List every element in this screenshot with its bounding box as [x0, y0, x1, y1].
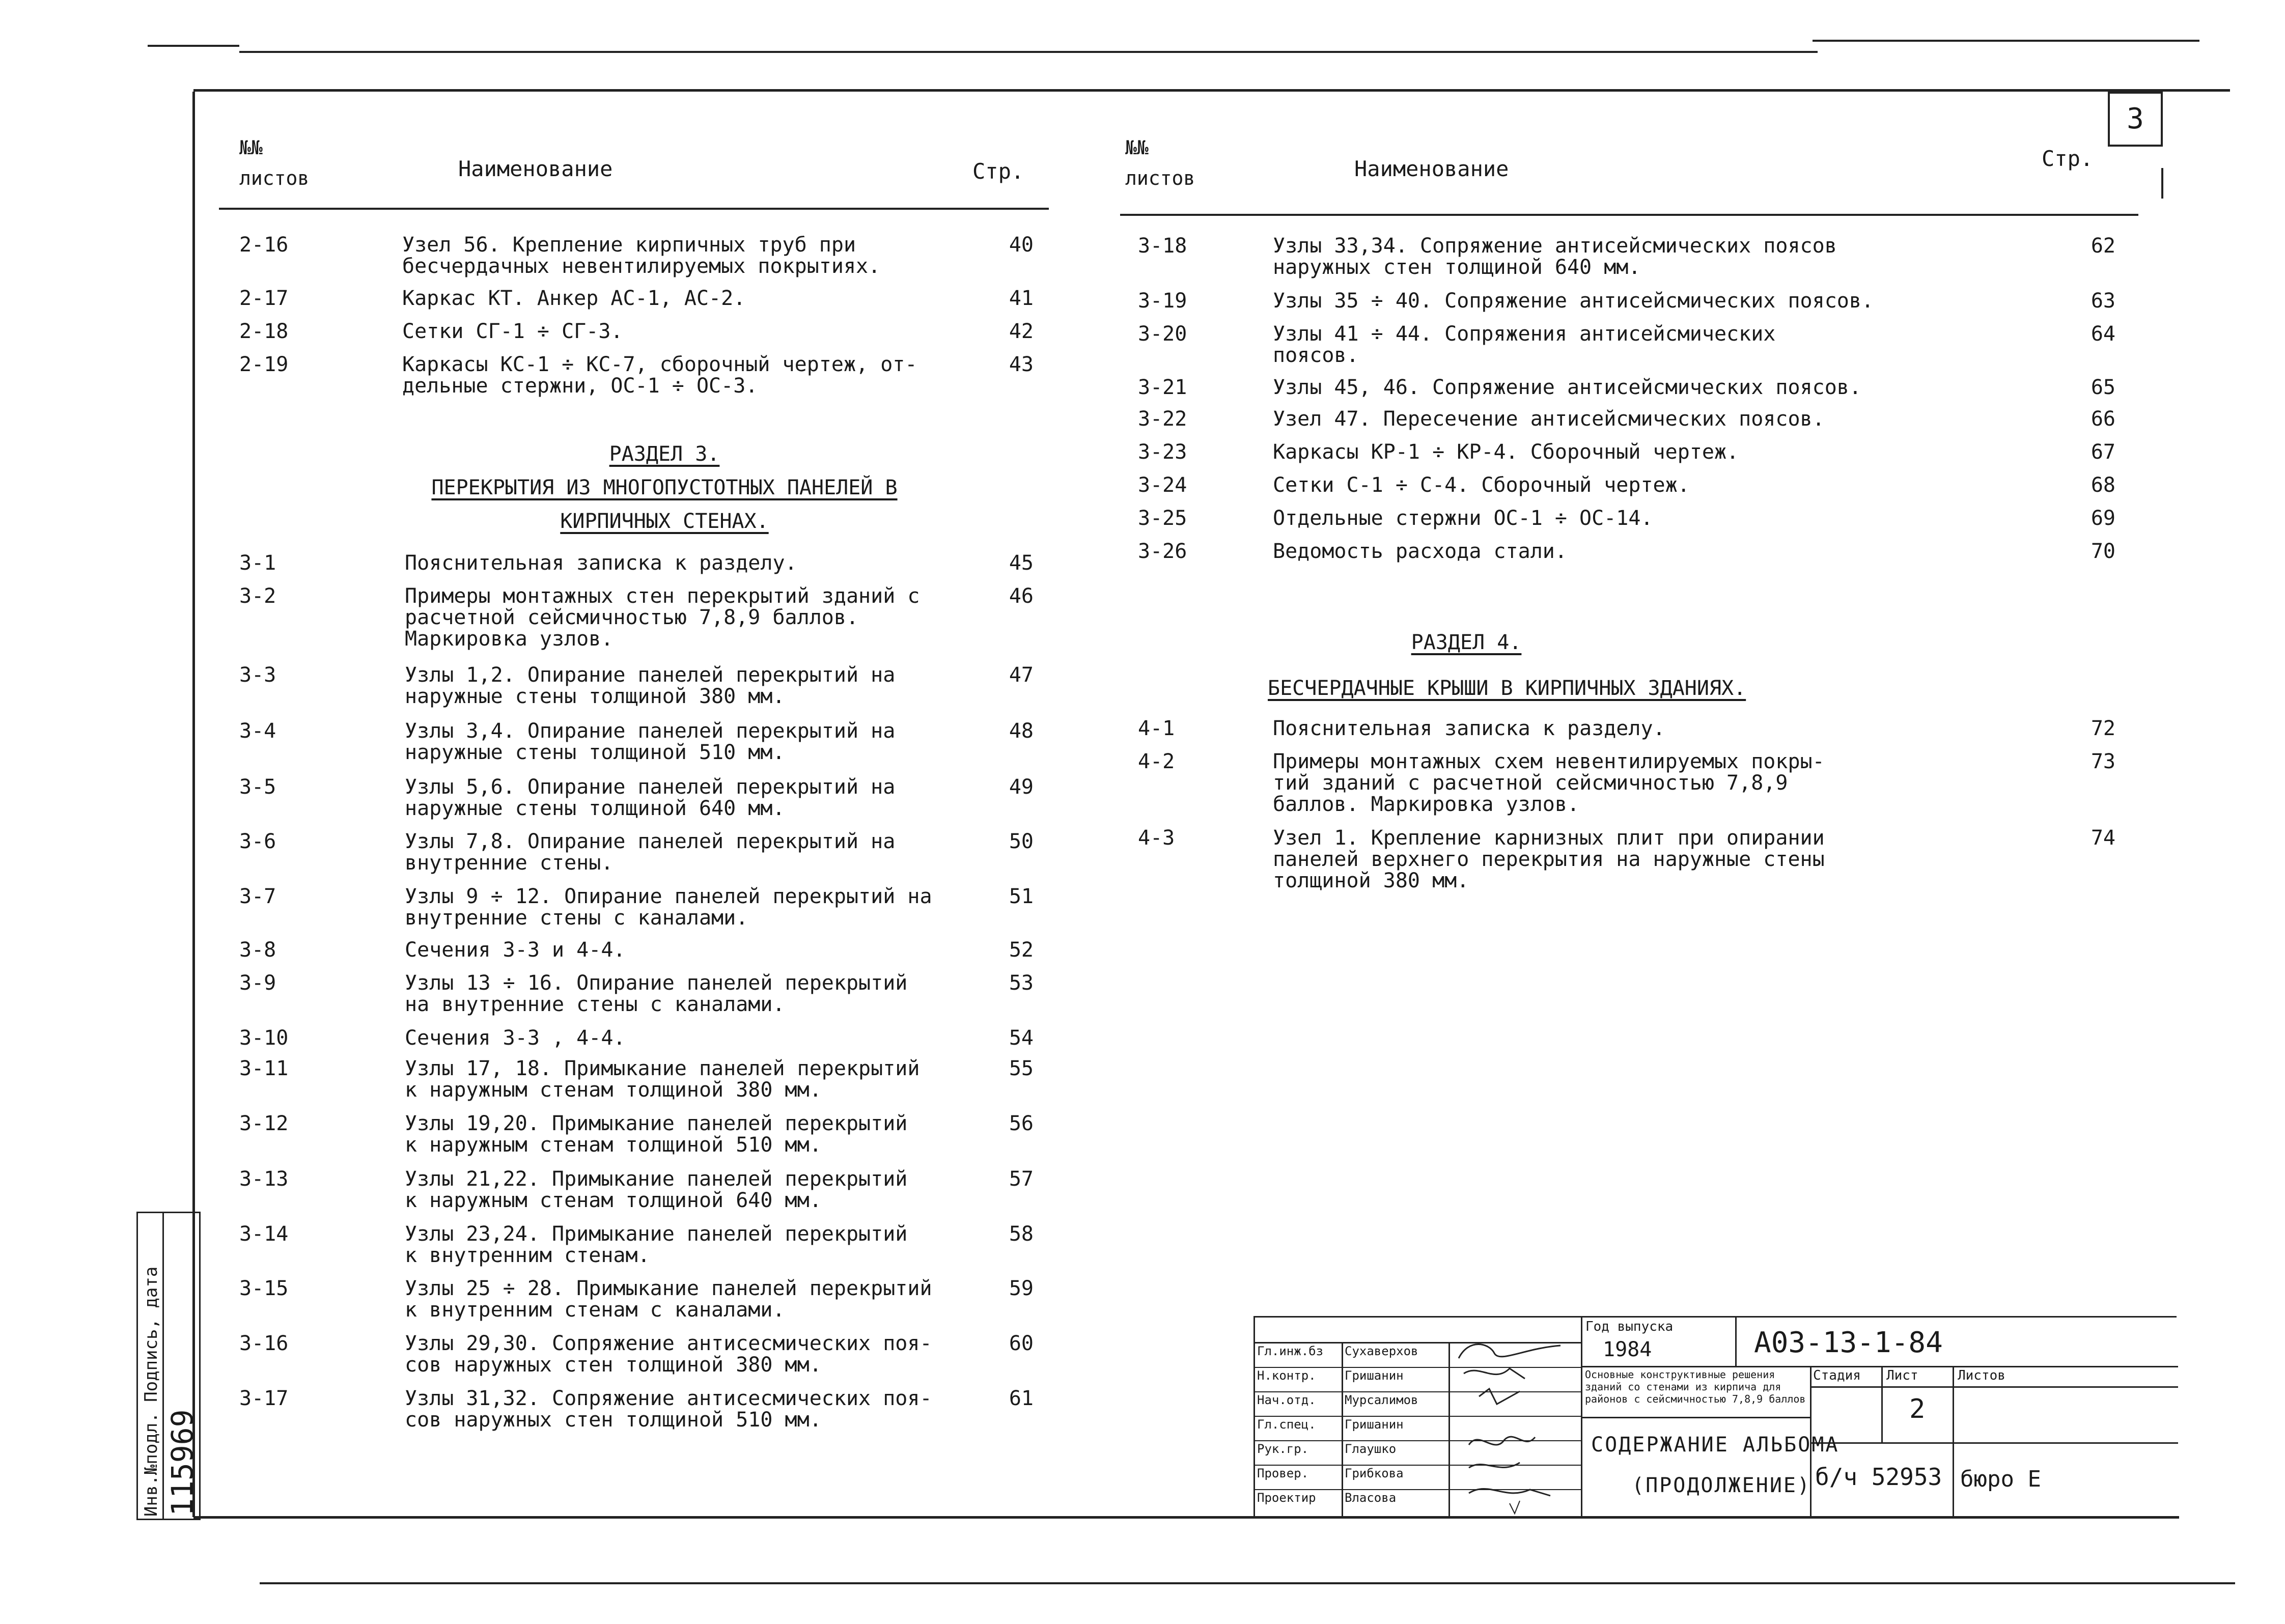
item-page: 55 — [1009, 1057, 1034, 1080]
item-page: 72 — [2091, 717, 2115, 740]
item-number: 3-22 — [1138, 407, 1187, 431]
item-name: Узлы 25 ÷ 28. Примыкание панелей перекрытий к внутренним стенам с каналами. — [405, 1277, 932, 1322]
item-page: 47 — [1009, 663, 1034, 687]
item-page: 73 — [2091, 750, 2115, 773]
item-page: 50 — [1009, 830, 1034, 853]
year: 1984 — [1603, 1338, 1652, 1361]
right-header-page: Стр. — [2042, 146, 2094, 171]
item-page: 69 — [2091, 507, 2115, 530]
item-page: 51 — [1009, 885, 1034, 908]
bureau: бюро Е — [1960, 1466, 2041, 1492]
title-block-roles — [1255, 1343, 1343, 1519]
item-name: Каркас КТ. Анкер АС-1, АС-2. — [402, 287, 746, 310]
tb-row-line — [1582, 1417, 1810, 1418]
item-number: 2-16 — [239, 233, 289, 257]
item-name: Узлы 19,20. Примыкание панелей перекрытий к наружным стенам толщиной 510 мм. — [405, 1112, 908, 1157]
item-number: 3-16 — [239, 1332, 289, 1355]
item-name: Узлы 45, 46. Сопряжение антисейсмических поясов. — [1273, 376, 1861, 399]
name: Гришанин — [1345, 1368, 1404, 1383]
item-name: Примеры монтажных стен перекрытий зданий с расчетной сейсмичностью 7,8,9 баллов. Маркировка узлов. — [405, 584, 920, 651]
sheet-number: 2 — [1909, 1394, 1926, 1424]
item-name: Узлы 9 ÷ 12. Опирание панелей перекрытий на внутренние стены с каналами. — [405, 885, 932, 930]
name: Сухаверхов — [1345, 1344, 1418, 1358]
tb-row-line — [1812, 1442, 2178, 1444]
item-number: 3-24 — [1138, 473, 1187, 497]
item-name: Пояснительная записка к разделу. — [405, 551, 797, 575]
stamp-divider — [162, 1213, 164, 1519]
sheet-label: Лист — [1886, 1368, 1918, 1383]
item-name: Каркасы КС-1 ÷ КС-7, сборочный чертеж, от- дельные стержни, ОС-1 ÷ ОС-3. — [402, 353, 917, 398]
item-name: Ведомость расхода стали. — [1273, 540, 1567, 563]
item-page: 49 — [1009, 775, 1034, 799]
item-number: 3-20 — [1138, 322, 1187, 346]
item-name: Узел 1. Крепление карнизных плит при опирании панелей верхнего перекрытия на наружные стены толщиной 380 мм. — [1273, 826, 1825, 892]
item-page: 63 — [2091, 289, 2115, 313]
item-page: 58 — [1009, 1222, 1034, 1246]
item-number: 3-9 — [239, 971, 276, 995]
item-page: 40 — [1009, 233, 1034, 257]
item-name: Сечения 3-3 , 4-4. — [405, 1026, 626, 1050]
item-page: 45 — [1009, 551, 1034, 575]
item-page: 67 — [2091, 440, 2115, 464]
frame-top — [193, 89, 2230, 92]
item-name: Узлы 21,22. Примыкание панелей перекрытий к наружным стенам толщиной 640 мм. — [405, 1167, 908, 1212]
item-number: 3-13 — [239, 1167, 289, 1191]
item-page: 56 — [1009, 1112, 1034, 1135]
scan-line — [239, 51, 1818, 53]
item-number: 3-19 — [1138, 289, 1187, 313]
scan-line — [148, 45, 239, 47]
side-stamp-label: Инв.№подл. Подпись, дата — [141, 1266, 161, 1517]
role: Нач.отд. — [1257, 1393, 1316, 1407]
item-name: Узлы 29,30. Сопряжение антисесмических поя- сов наружных стен толщиной 380 мм. — [405, 1332, 932, 1377]
item-number: 3-21 — [1138, 376, 1187, 399]
signatures — [1448, 1328, 1581, 1516]
name: Гришанин — [1345, 1417, 1404, 1432]
role: Н.контр. — [1257, 1368, 1316, 1383]
item-number: 3-6 — [239, 830, 276, 853]
title-block-names — [1342, 1343, 1450, 1519]
item-number: 2-18 — [239, 320, 289, 343]
list-item — [239, 321, 1054, 346]
item-name: Узлы 5,6. Опирание панелей перекрытий на наружные стены толщиной 640 мм. — [405, 775, 896, 820]
item-name: Узлы 33,34. Сопряжение антисейсмических поясов наружных стен толщиной 640 мм. — [1273, 234, 1837, 279]
left-header-name: Наименование — [458, 156, 613, 181]
item-number: 3-17 — [239, 1387, 289, 1410]
role: Гл.спец. — [1257, 1417, 1316, 1432]
name: Грибкова — [1345, 1466, 1404, 1480]
item-name: Узлы 23,24. Примыкание панелей перекрытий к внутренним стенам. — [405, 1222, 908, 1267]
item-number: 3-26 — [1138, 540, 1187, 563]
stage-label: Стадия — [1813, 1368, 1861, 1383]
archive-number: б/ч 52953 — [1815, 1463, 1942, 1491]
item-name: Узлы 31,32. Сопряжение антисесмических поя- сов наружных стен толщиной 510 мм. — [405, 1387, 932, 1432]
item-page: 48 — [1009, 719, 1034, 743]
name: Глаушко — [1345, 1442, 1397, 1456]
item-number: 3-1 — [239, 551, 276, 575]
inv-number: 115969 — [165, 1409, 200, 1516]
item-number: 3-10 — [239, 1026, 289, 1050]
title-block — [1253, 1316, 2177, 1519]
item-page: 54 — [1009, 1026, 1034, 1050]
section-3-subtitle-2: КИРПИЧНЫХ СТЕНАХ. — [560, 510, 769, 533]
right-header-rule — [1120, 214, 2138, 216]
item-number: 2-19 — [239, 353, 289, 376]
item-number: 3-12 — [239, 1112, 289, 1135]
item-number: 3-4 — [239, 719, 276, 743]
sheet-title-2: (ПРОДОЛЖЕНИЕ) — [1632, 1474, 1812, 1497]
item-page: 53 — [1009, 971, 1034, 995]
list-item — [239, 354, 1054, 400]
item-name: Узлы 35 ÷ 40. Сопряжение антисейсмических поясов. — [1273, 289, 1874, 313]
item-page: 60 — [1009, 1332, 1034, 1355]
item-name: Узлы 41 ÷ 44. Сопряжения антисейсмических поясов. — [1273, 322, 1776, 367]
side-stamp — [136, 1212, 201, 1520]
item-name: Пояснительная записка к разделу. — [1273, 717, 1665, 740]
name: Власова — [1345, 1491, 1397, 1505]
list-item — [239, 234, 1054, 280]
year-label: Год выпуска — [1585, 1320, 1674, 1334]
item-name: Каркасы КР-1 ÷ КР-4. Сборочный чертеж. — [1273, 440, 1739, 464]
item-name: Узлы 17, 18. Примыкание панелей перекрытий к наружным стенам толщиной 380 мм. — [405, 1057, 920, 1102]
item-page: 74 — [2091, 826, 2115, 850]
page-number: 3 — [2108, 92, 2163, 147]
left-header-rule — [219, 208, 1049, 210]
item-name: Узел 56. Крепление кирпичных труб при бесчердачных невентилируемых покрытиях. — [402, 233, 881, 278]
role: Проектир — [1257, 1491, 1316, 1505]
role: Рук.гр. — [1257, 1442, 1309, 1456]
role: Провер. — [1257, 1466, 1309, 1480]
item-page: 70 — [2091, 540, 2115, 563]
item-page: 41 — [1009, 287, 1034, 310]
left-header-sheet-no: №№ листов — [239, 136, 310, 189]
album-description: Основные конструктивные решения зданий со стенами из кирпича для районов с сейсмичностью 7,8,9 баллов — [1585, 1368, 1806, 1405]
item-number: 3-18 — [1138, 234, 1187, 258]
item-page: 62 — [2091, 234, 2115, 258]
tb-row-line — [1582, 1366, 2178, 1367]
item-number: 3-11 — [239, 1057, 289, 1080]
item-page: 64 — [2091, 322, 2115, 346]
item-name: Узел 47. Пересечение антисейсмических поясов. — [1273, 407, 1825, 431]
item-number: 3-25 — [1138, 507, 1187, 530]
item-page: 57 — [1009, 1167, 1034, 1191]
scan-line — [260, 1582, 2235, 1584]
item-number: 3-7 — [239, 885, 276, 908]
item-name: Сетки С-1 ÷ С-4. Сборочный чертеж. — [1273, 473, 1690, 497]
section-4-subtitle: БЕСЧЕРДАЧНЫЕ КРЫШИ В КИРПИЧНЫХ ЗДАНИЯХ. — [1268, 677, 1746, 700]
item-name: Узлы 7,8. Опирание панелей перекрытий на внутренние стены. — [405, 830, 896, 875]
item-page: 68 — [2091, 473, 2115, 497]
section-4-title: РАЗДЕЛ 4. — [1411, 631, 1522, 654]
right-header-name: Наименование — [1354, 156, 1509, 181]
item-page: 43 — [1009, 353, 1034, 376]
list-item — [239, 288, 1054, 313]
sheets-label: Листов — [1958, 1368, 2005, 1383]
item-name: Сетки СГ-1 ÷ СГ-3. — [402, 320, 623, 343]
item-number: 4-3 — [1138, 826, 1175, 850]
item-number: 4-1 — [1138, 717, 1175, 740]
item-number: 3-5 — [239, 775, 276, 799]
item-page: 66 — [2091, 407, 2115, 431]
item-number: 3-14 — [239, 1222, 289, 1246]
left-header-page: Стр. — [972, 159, 1024, 184]
section-3-title: РАЗДЕЛ 3. — [609, 442, 720, 466]
item-name: Примеры монтажных схем невентилируемых покры- тий зданий с расчетной сейсмичностью 7,8,9 баллов. Маркировка узлов. — [1273, 750, 1825, 816]
item-number: 4-2 — [1138, 750, 1175, 773]
item-number: 3-3 — [239, 663, 276, 687]
item-number: 2-17 — [239, 287, 289, 310]
item-number: 3-23 — [1138, 440, 1187, 464]
scan-line — [1813, 40, 2199, 42]
item-name: Узлы 1,2. Опирание панелей перекрытий на наружные стены толщиной 380 мм. — [405, 663, 896, 708]
item-page: 52 — [1009, 938, 1034, 962]
role: Гл.инж.бз — [1257, 1344, 1324, 1358]
item-name: Узлы 13 ÷ 16. Опирание панелей перекрытий на внутренние стены с каналами. — [405, 971, 908, 1016]
tb-col-line — [1881, 1366, 1883, 1442]
item-name: Сечения 3-3 и 4-4. — [405, 938, 626, 962]
item-number: 3-2 — [239, 584, 276, 608]
item-page: 42 — [1009, 320, 1034, 343]
item-page: 65 — [2091, 376, 2115, 399]
item-page: 61 — [1009, 1387, 1034, 1410]
item-name: Отдельные стержни ОС-1 ÷ ОС-14. — [1273, 507, 1653, 530]
sheet-title: СОДЕРЖАНИЕ АЛЬБОМА — [1591, 1433, 1840, 1457]
item-number: 3-8 — [239, 938, 276, 962]
tb-row-line — [1812, 1386, 2178, 1388]
name: Мурсалимов — [1345, 1393, 1418, 1407]
item-number: 3-15 — [239, 1277, 289, 1300]
item-page: 46 — [1009, 584, 1034, 608]
frame-right-fragment — [2161, 168, 2163, 199]
album-code: А03-13-1-84 — [1754, 1327, 1943, 1359]
item-page: 59 — [1009, 1277, 1034, 1300]
year-cell — [1582, 1318, 1737, 1366]
item-name: Узлы 3,4. Опирание панелей перекрытий на наружные стены толщиной 510 мм. — [405, 719, 896, 764]
section-3-subtitle: ПЕРЕКРЫТИЯ ИЗ МНОГОПУСТОТНЫХ ПАНЕЛЕЙ В — [431, 476, 898, 499]
right-header-sheet-no: №№ листов — [1125, 136, 1195, 189]
